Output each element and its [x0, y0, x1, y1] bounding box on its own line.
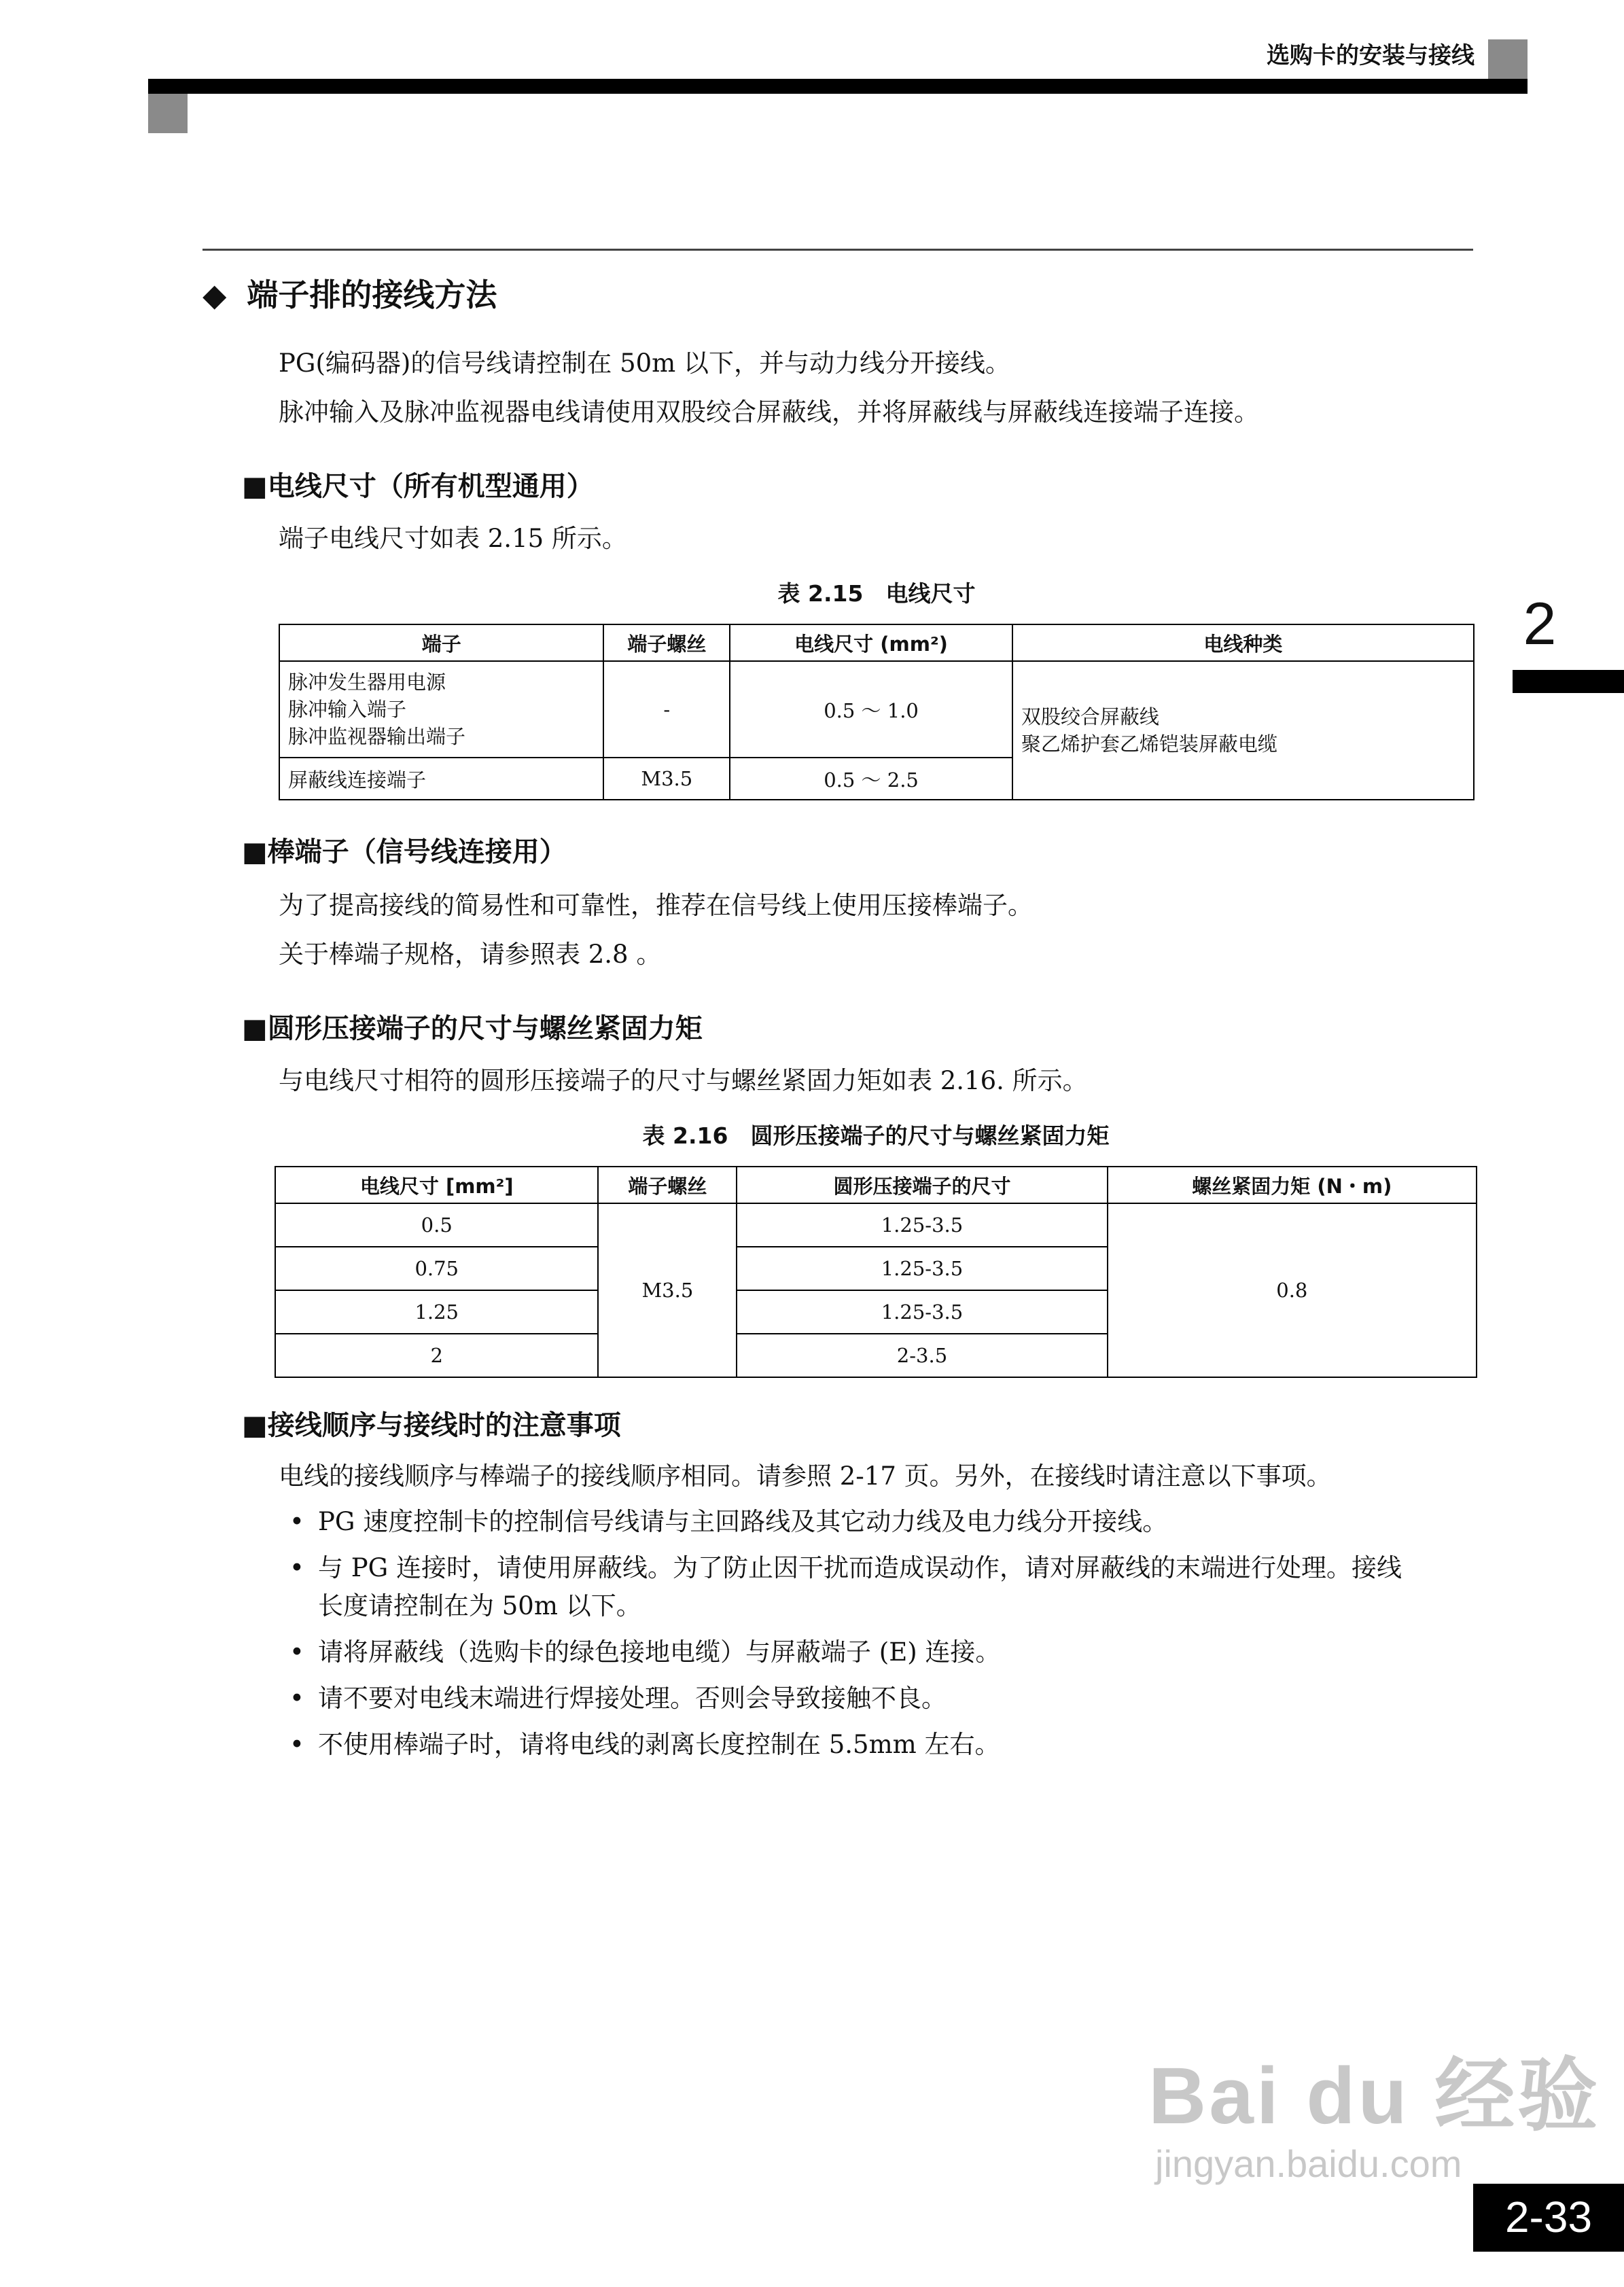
wire-size-heading: ■电线尺寸（所有机型通用） — [242, 471, 594, 502]
header-wire-size: 电线尺寸 [mm²] — [275, 1167, 598, 1203]
intro-line-2: 脉冲输入及脉冲监视器电线请使用双股绞合屏蔽线，并将屏蔽线与屏蔽线连接端子连接。 — [279, 397, 1259, 427]
table-caption-2-16: 表 2.16 圆形压接端子的尺寸与螺丝紧固力矩 — [642, 1122, 1110, 1149]
wire-size-table — [279, 624, 1475, 800]
bullet-icon: • — [289, 1730, 304, 1759]
wire-size-cell: 0.5 — [275, 1203, 598, 1247]
running-header-title: 选购卡的安装与接线 — [1267, 42, 1475, 69]
header-wire-type: 电线种类 — [1012, 624, 1474, 661]
ring-size-cell: 1.25-3.5 — [737, 1247, 1107, 1290]
terminal-line: 脉冲发生器用电源 — [288, 671, 446, 694]
watermark-url: jingyan.baidu.com — [1155, 2142, 1462, 2185]
list-item — [279, 1549, 1475, 1625]
list-item-text: 不使用棒端子时，请将电线的剥离长度控制在 5.5mm 左右。 — [318, 1730, 1000, 1759]
notes-heading: ■接线顺序与接线时的注意事项 — [242, 1410, 621, 1441]
table-row — [279, 661, 1474, 758]
ring-terminal-heading: ■圆形压接端子的尺寸与螺丝紧固力矩 — [242, 1013, 703, 1044]
list-item-text: 请不要对电线末端进行焊接处理。否则会导致接触不良。 — [318, 1684, 947, 1713]
list-item-text: 请将屏蔽线（选购卡的绿色接地电缆）与屏蔽端子 (E) 连接。 — [318, 1637, 1001, 1667]
wire-type-cell — [1012, 661, 1474, 800]
terminal-line: 脉冲输入端子 — [288, 698, 407, 721]
watermark-logo: Bai du 经验 — [1148, 2051, 1601, 2141]
section-divider — [202, 249, 1473, 251]
notes-text: 电线的接线顺序与棒端子的接线顺序相同。请参照 2-17 页。另外，在接线时请注意以下事项。 — [279, 1461, 1332, 1491]
section-title: 端子排的接线方法 — [247, 277, 497, 313]
header-marker-left — [148, 94, 188, 133]
list-item-text: PG 速度控制卡的控制信号线请与主回路线及其它动力线及电力线分开接线。 — [318, 1507, 1168, 1536]
screw-cell: - — [603, 661, 730, 758]
terminal-cell: 屏蔽线连接端子 — [279, 758, 603, 800]
list-item-text: 长度请控制在为 50m 以下。 — [318, 1591, 641, 1620]
wire-type-line: 双股绞合屏蔽线 — [1021, 705, 1159, 728]
ring-size-cell: 2-3.5 — [737, 1334, 1107, 1377]
section-heading — [202, 274, 497, 315]
bullet-icon: • — [289, 1507, 304, 1536]
header-wire-size: 电线尺寸 (mm²) — [730, 624, 1012, 661]
list-item — [279, 1633, 1475, 1671]
chapter-tab-bar — [1513, 670, 1624, 693]
ring-size-cell: 1.25-3.5 — [737, 1290, 1107, 1334]
wire-size-cell: 0.75 — [275, 1247, 598, 1290]
bullet-icon: • — [289, 1553, 304, 1582]
ring-terminal-text: 与电线尺寸相符的圆形压接端子的尺寸与螺丝紧固力矩如表 2.16. 所示。 — [279, 1066, 1088, 1095]
list-item — [279, 1726, 1475, 1764]
list-item — [279, 1680, 1475, 1718]
ring-terminal-table — [275, 1166, 1477, 1378]
size-cell: 0.5 ～ 2.5 — [730, 758, 1012, 800]
notes-bullet-list — [279, 1503, 1475, 1772]
baidu-watermark — [1148, 2052, 1600, 2188]
bullet-icon: • — [289, 1684, 304, 1713]
terminal-line: 脉冲监视器输出端子 — [288, 725, 466, 748]
terminal-cell — [279, 661, 603, 758]
size-cell: 0.5 ～ 1.0 — [730, 661, 1012, 758]
screw-cell: M3.5 — [603, 758, 730, 800]
table-row — [275, 1203, 1477, 1247]
header-screw: 端子螺丝 — [603, 624, 730, 661]
torque-cell: 0.8 — [1108, 1203, 1477, 1377]
intro-line-1: PG(编码器)的信号线请控制在 50m 以下，并与动力线分开接线。 — [279, 349, 1011, 378]
header-screw: 端子螺丝 — [598, 1167, 737, 1203]
list-item — [279, 1503, 1475, 1541]
list-item-text: 与 PG 连接时，请使用屏蔽线。为了防止因干扰而造成误动作，请对屏蔽线的末端进行处理。接线 — [318, 1553, 1402, 1582]
page-number: 2-33 — [1504, 2193, 1593, 2241]
ferrule-line-1: 为了提高接线的简易性和可靠性，推荐在信号线上使用压接棒端子。 — [279, 891, 1033, 920]
wire-size-cell: 1.25 — [275, 1290, 598, 1334]
ferrule-line-2: 关于棒端子规格，请参照表 2.8 。 — [279, 940, 662, 969]
header-marker-right — [1488, 39, 1528, 79]
chapter-number: 2 — [1523, 590, 1557, 657]
wire-size-cell: 2 — [275, 1334, 598, 1377]
table-header-row — [279, 624, 1474, 661]
table-caption-2-15: 表 2.15 电线尺寸 — [777, 580, 976, 607]
ring-size-cell: 1.25-3.5 — [737, 1203, 1107, 1247]
header-terminal: 端子 — [279, 624, 603, 661]
wire-size-text: 端子电线尺寸如表 2.15 所示。 — [279, 524, 627, 553]
wire-type-line: 聚乙烯护套乙烯铠装屏蔽电缆 — [1021, 732, 1277, 756]
screw-cell: M3.5 — [598, 1203, 737, 1377]
ferrule-heading: ■棒端子（信号线连接用） — [242, 836, 567, 868]
header-rule — [148, 79, 1528, 94]
bullet-icon: • — [289, 1637, 304, 1667]
table-header-row — [275, 1167, 1477, 1203]
diamond-icon: ◆ — [202, 277, 227, 313]
header-ring-size: 圆形压接端子的尺寸 — [737, 1167, 1107, 1203]
header-torque: 螺丝紧固力矩 (N・m) — [1108, 1167, 1477, 1203]
